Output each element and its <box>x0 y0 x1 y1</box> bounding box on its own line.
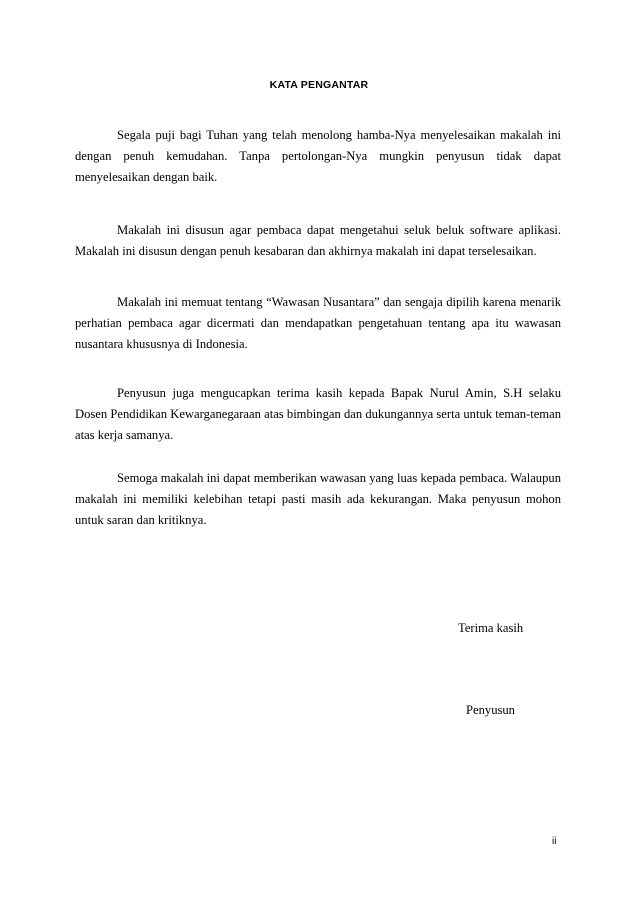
paragraph-3: Makalah ini memuat tentang “Wawasan Nusantara” dan sengaja dipilih karena menarik perhatian pembaca agar dicermati dan mendapatkan pengetahuan tentang apa itu wawasan nusantara khususnya di Indonesia. <box>75 295 561 351</box>
signature-author: Penyusun <box>466 703 515 717</box>
paragraph-4: Penyusun juga mengucapkan terima kasih kepada Bapak Nurul Amin, S.H selaku Dosen Pendidikan Kewarganegaraan atas bimbingan dan dukungannya serta untuk teman-teman atas kerja samanya. <box>75 386 561 442</box>
paragraph-2: Makalah ini disusun agar pembaca dapat mengetahui seluk beluk software aplikasi. Makalah ini disusun dengan penuh kesabaran dan akhirnya makalah ini dapat terselesaikan. <box>75 223 561 258</box>
page-number: ii <box>552 836 557 847</box>
closing-thanks: Terima kasih <box>458 621 524 635</box>
page-title: KATA PENGANTAR <box>269 79 369 91</box>
paragraph-1: Segala puji bagi Tuhan yang telah menolong hamba-Nya menyelesaikan makalah ini dengan penuh kemudahan. Tanpa pertolongan-Nya mungkin penyusun tidak dapat menyelesaikan dengan baik. <box>75 128 561 184</box>
paragraph-5: Semoga makalah ini dapat memberikan wawasan yang luas kepada pembaca. Walaupun makalah ini memiliki kelebihan tetapi pasti masih ada kekurangan. Maka penyusun mohon untuk saran dan kritiknya. <box>75 471 561 527</box>
